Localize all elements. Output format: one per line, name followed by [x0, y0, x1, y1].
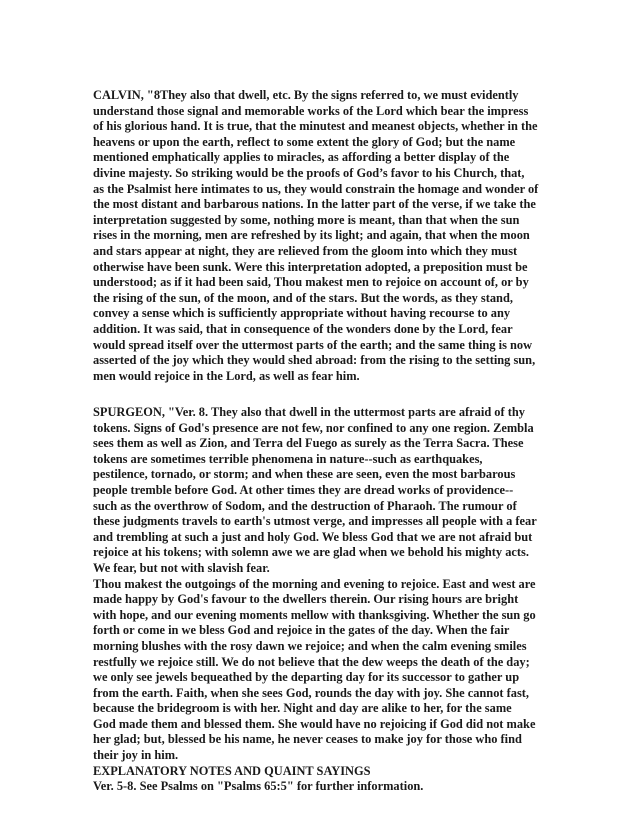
text-line: divine majesty. So striking would be the proofs of God’s favor to his Church, that,	[93, 165, 525, 180]
text-line: because the bridegroom is with her. Night and day are alike to her, for the same	[93, 701, 512, 716]
text-line: and trembling at such a just and holy God. We bless God that we are not afraid but	[93, 529, 533, 544]
text-line: her glad; but, blessed be his name, he never ceases to make joy for those who find	[93, 732, 522, 747]
text-line: interpretation suggested by some, nothing more is meant, than that when the sun	[93, 212, 520, 227]
text-line: mentioned emphatically applies to miracles, as affording a better display of the	[93, 150, 510, 165]
text-line: sees them as well as Zion, and Terra del Fuego as surely as the Terra Sacra. These	[93, 436, 524, 451]
text-line: Thou makest the outgoings of the morning and evening to rejoice. East and west are	[93, 576, 536, 591]
text-line: people tremble before God. At other times they are dread works of providence--	[93, 482, 514, 497]
text-line: of his glorious hand. It is true, that the minutest and meanest objects, whether in the	[93, 119, 538, 134]
text-line: convey a sense which is sufficiently appropriate without having recourse to any	[93, 306, 511, 321]
text-line: God made them and blessed them. She would have no rejoicing if God did not make	[93, 716, 536, 731]
text-line: CALVIN, "8They also that dwell, etc. By the signs referred to, we must evidently	[93, 88, 519, 102]
text-line: asserted of the joy which they would shed abroad: from the rising to the setting sun,	[93, 353, 536, 368]
text-line: would spread itself over the uttermost parts of the earth; and the same thing is now	[93, 337, 533, 352]
text-line: morning blushes with the rosy dawn we rejoice; and when the calm evening smiles	[93, 638, 527, 653]
text-line: rejoice at his tokens; with solemn awe we are glad when we behold his mighty acts.	[93, 545, 529, 560]
text-line: and stars appear at night, they are relieved from the gloom into which they must	[93, 243, 518, 258]
text-line: heavens or upon the earth, reflect to some extent the glory of God; but the name	[93, 134, 516, 149]
text-line: otherwise have been sunk. Were this interpretation adopted, a preposition must be	[93, 259, 528, 274]
text-line: SPURGEON, "Ver. 8. They also that dwell in the uttermost parts are afraid of thy	[93, 405, 525, 419]
calvin-commentary-paragraph	[93, 88, 553, 384]
text-line: their joy in him.	[93, 748, 179, 763]
text-line: as the Psalmist here intimates to us, they would constrain the homage and wonder of	[93, 181, 539, 196]
text-line: we only see jewels bequeathed by the departing day for its successor to gather up	[93, 670, 520, 685]
text-line: restfully we rejoice still. We do not believe that the dew weeps the death of the day;	[93, 654, 530, 669]
text-line: forth or come in we bless God and rejoice in the gates of the day. When the fair	[93, 623, 510, 638]
cross-reference-line: Ver. 5-8. See Psalms on "Psalms 65:5" for further information.	[93, 779, 424, 794]
text-line: the rising of the sun, of the moon, and of the stars. But the words, as they stand,	[93, 290, 513, 305]
text-line: tokens. Signs of God's presence are not few, nor confined to any one region. Zembla	[93, 420, 534, 435]
text-line: from the earth. Faith, when she sees God, rounds the day with joy. She cannot fast,	[93, 685, 529, 700]
text-line: understand those signal and memorable works of the Lord which bear the impress	[93, 103, 529, 118]
section-heading: EXPLANATORY NOTES AND QUAINT SAYINGS	[93, 763, 371, 778]
text-line: tokens are sometimes terrible phenomena in nature--such as earthquakes,	[93, 451, 483, 466]
text-line: made happy by God's favour to the dwellers therein. Our rising hours are bright	[93, 592, 519, 607]
text-line: addition. It was said, that in consequence of the wonders done by the Lord, fear	[93, 321, 513, 336]
text-line: men would rejoice in the Lord, as well as fear him.	[93, 368, 360, 383]
text-line: with hope, and our evening moments mellow with thanksgiving. Whether the sun go	[93, 607, 536, 622]
text-line: pestilence, tornado, or storm; and when these are seen, even the most barbarous	[93, 467, 516, 482]
text-line: the most distant and barbarous nations. In the latter part of the verse, if we take the	[93, 197, 536, 212]
text-line: rises in the morning, men are refreshed by its light; and again, that when the moon	[93, 228, 530, 243]
text-line: such as the overthrow of Sodom, and the destruction of Pharaoh. The rumour of	[93, 498, 517, 513]
text-line: understood; as if it had been said, Thou makest men to rejoice on account of, or by	[93, 275, 529, 290]
text-line: these judgments travels to earth's utmost verge, and impresses all people with a fear	[93, 514, 537, 529]
text-line: We fear, but not with slavish fear.	[93, 560, 270, 575]
spurgeon-commentary-paragraph	[93, 405, 553, 795]
